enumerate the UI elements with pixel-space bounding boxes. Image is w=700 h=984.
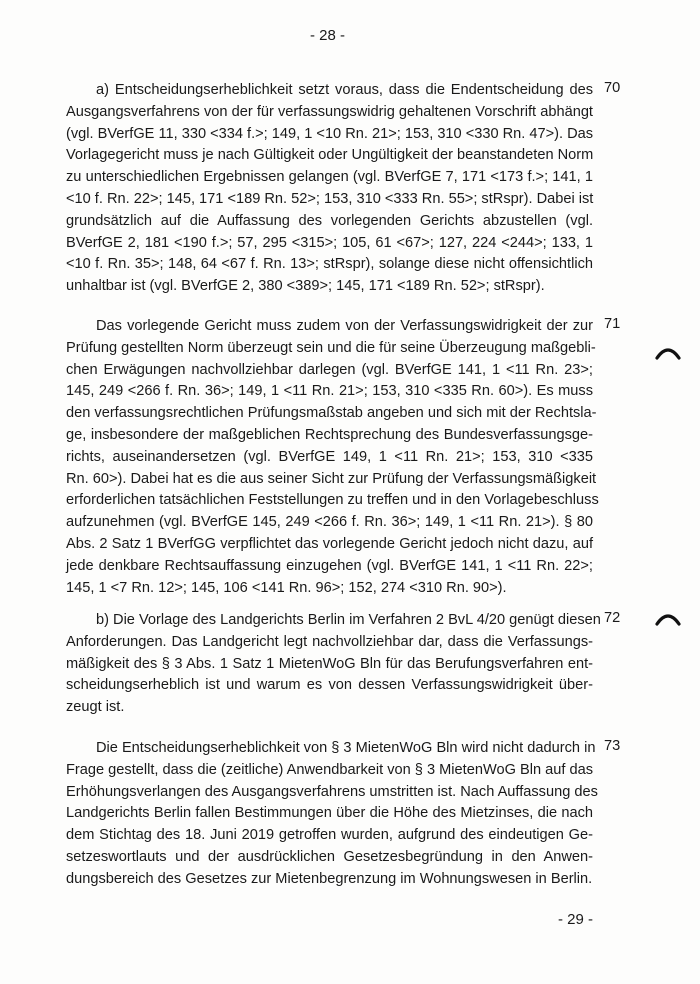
text-line: Prüfung gestellten Norm überzeugt sein und die für seine Überzeugung maßgebli- — [66, 339, 596, 356]
text-line: richts, auseinandersetzen (vgl. BVerfGE 149, 1 <11 Rn. 21>; 153, 310 <335 — [66, 448, 593, 465]
paragraph-72 — [66, 610, 601, 719]
text-line: jede denkbare Rechtsauffassung einzugehen (vgl. BVerfGE 141, 1 <11 Rn. 22>; — [66, 557, 593, 574]
text-line: dungsbereich des Gesetzes zur Mietenbegrenzung im Wohnungswesen in Berlin. — [66, 870, 593, 887]
text-line: BVerfGE 2, 181 <190 f.>; 57, 295 <315>; 105, 61 <67>; 127, 224 <244>; 133, 1 — [66, 234, 593, 251]
text-line: <10 f. Rn. 22>; 145, 171 <189 Rn. 52>; 153, 310 <333 Rn. 55>; stRspr). Dabei ist — [66, 190, 594, 207]
text-line: Das vorlegende Gericht muss zudem von der Verfassungswidrigkeit der zur — [96, 318, 593, 334]
text-line: Frage gestellt, dass die (zeitliche) Anwendbarkeit von § 3 MietenWoG Bln auf das — [66, 761, 594, 778]
text-line: b) Die Vorlage des Landgerichts Berlin im Verfahren 2 BvL 4/20 genügt diesen — [96, 612, 601, 628]
text-line: aufzunehmen (vgl. BVerfGE 145, 249 <266 f. Rn. 36>; 149, 1 <11 Rn. 21>). § 80 — [66, 514, 593, 531]
text-line: dem Stichtag des 18. Juni 2019 getroffen wurden, aufgrund des eindeutigen Ge- — [66, 827, 593, 844]
text-line: scheidungserheblich ist und warum es von dessen Verfassungswidrigkeit über- — [66, 677, 593, 694]
text-line: unhaltbar ist (vgl. BVerfGE 2, 380 <389>; 145, 171 <189 Rn. 52>; stRspr). — [66, 278, 545, 295]
text-line: Ausgangsverfahrens von der für verfassungswidrig gehaltenen Vorschrift abhängt — [66, 103, 593, 120]
margin-arc-mark — [655, 612, 681, 626]
text-line: grundsätzlich auf die Auffassung des vorlegenden Gerichts abzustellen (vgl. — [66, 212, 593, 229]
text-line: Rn. 60>). Dabei hat es die aus seiner Sicht zur Prüfung der Verfassungsmäßigkeit — [66, 470, 597, 487]
margin-arc-mark — [655, 346, 681, 360]
text-line: 145, 249 <266 f. Rn. 36>; 149, 1 <11 Rn. 21>; 153, 310 <335 Rn. 60>). Es muss — [66, 383, 593, 400]
margin-number-72: 72 — [604, 610, 621, 626]
text-line: Abs. 2 Satz 1 BVerfGG verpflichtet das vorlegende Gericht jedoch nicht dazu, auf — [66, 535, 593, 552]
text-line: <10 f. Rn. 35>; 148, 64 <67 f. Rn. 13>; stRspr), solange diese nicht offensichtlich — [66, 256, 593, 273]
text-line: chen Erwägungen nachvollziehbar darlegen (vgl. BVerfGE 141, 1 <11 Rn. 23>; — [66, 361, 593, 378]
paragraph-71 — [66, 316, 599, 599]
text-line: Anforderungen. Das Landgericht legt nachvollziehbar dar, dass die Verfassungs- — [66, 633, 593, 650]
text-line: Erhöhungsverlangen des Ausgangsverfahrens umstritten ist. Nach Auffassung des — [66, 783, 598, 800]
margin-number-71: 71 — [604, 316, 621, 332]
text-line: 145, 1 <7 Rn. 12>; 145, 106 <141 Rn. 96>; 152, 274 <310 Rn. 90>). — [66, 579, 507, 596]
text-line: den verfassungsrechtlichen Prüfungsmaßstab angeben und sich mit der Rechtsla- — [66, 405, 597, 422]
text-line: a) Entscheidungserheblichkeit setzt voraus, dass die Endentscheidung des — [96, 82, 593, 98]
page-number-header: - 28 - — [309, 27, 345, 44]
text-line: (vgl. BVerfGE 11, 330 <334 f.>; 149, 1 <10 Rn. 21>; 153, 310 <330 Rn. 47>). Das — [66, 125, 594, 142]
paragraph-73 — [66, 738, 598, 891]
text-line: Die Entscheidungserheblichkeit von § 3 MietenWoG Bln wird nicht dadurch in — [96, 740, 596, 756]
margin-number-73: 73 — [604, 738, 621, 754]
text-line: mäßigkeit des § 3 Abs. 1 Satz 1 MietenWoG Bln für das Berufungsverfahren ent- — [66, 655, 593, 672]
text-line: setzeswortlauts und der ausdrücklichen Gesetzesbegründung in den Anwen- — [66, 848, 593, 865]
text-line: Landgerichts Berlin fallen Bestimmungen über die Höhe des Mietzinses, die nach — [66, 805, 593, 822]
text-line: erforderlichen tatsächlichen Feststellungen zu treffen und in den Vorlagebeschluss — [66, 492, 599, 509]
text-line: Vorlagegericht muss je nach Gültigkeit oder Ungültigkeit der beanstandeten Norm — [66, 147, 594, 164]
text-line: ge, insbesondere der maßgeblichen Rechtsprechung des Bundesverfassungsge- — [66, 426, 593, 443]
margin-number-70: 70 — [604, 80, 621, 96]
text-line: zu unterschiedlichen Ergebnissen gelangen (vgl. BVerfGE 7, 171 <173 f.>; 141, 1 — [66, 169, 593, 186]
paragraph-70 — [66, 80, 593, 298]
page-number-footer: - 29 - — [557, 911, 593, 928]
text-line: zeugt ist. — [66, 699, 125, 716]
